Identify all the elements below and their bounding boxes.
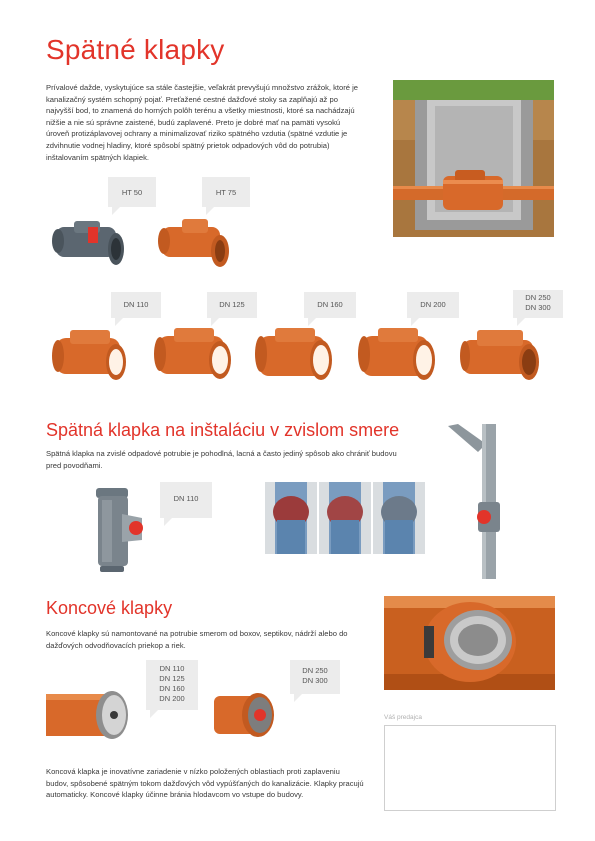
label-ht50-text: HT 50 [121,188,143,197]
vertical-valve-image [90,484,146,574]
dealer-box [384,725,556,811]
label-vertical-dn110 [160,482,212,518]
check-valve-dn250-image [459,322,543,384]
label-end-dn250-text: DN 250 [302,666,328,675]
label-end-dn300-text: DN 300 [302,676,328,685]
check-valve-dn200-image [356,322,438,384]
label-end-dn110-text: DN 110 [159,664,185,673]
vertical-valve-cutaway-images [265,482,425,554]
check-valve-ht75-image [156,213,232,268]
vertical-downpipe-image [448,424,504,579]
label-end-dn200-text: DN 200 [159,694,185,703]
end-flap-dn110-image [46,684,134,746]
label-dn200 [407,292,459,318]
label-ht50 [108,177,156,207]
label-dn250-text: DN 250 [525,293,551,302]
label-dn110 [111,292,161,318]
intro-paragraph: Prívalové dažde, vyskytujúce sa stále častejšie, veľakrát prevyšujú množstvo zrážok, ktoré je kanalizačný systém schopný pojať. Preťažené cestné dažďové stoky sa zaplňajú až po najvyšší bod, to znamená do horných polôh terénu a všetky miestnosti, ktoré sa nachádzajú nižšie a nie sú správne zaistené, budú zaplavené. Preto je dobré mať na pamäti vysokú úroveň protizáplavovej ochrany a minimalizovať riziko spätného vzdutia (spätné vzdutie je zdvihnutie vodnej hladiny, ktoré spôsobí spätný prietok odpadových vôd do potrubia) inštalovaním spätných klapiek. [46,83,359,162]
end-flap-dn250-image [210,686,280,744]
check-valve-ht50-image [50,213,126,268]
label-end-flap-large [290,660,340,694]
label-ht75 [202,177,250,207]
section-end-flap-text: Koncové klapky sú namontované na potrubie smerom od boxov, septikov, nádrží alebo do dažďových odvodňovacích priekop a riek. [46,629,348,650]
label-dn125-text: DN 125 [219,300,245,309]
label-end-dn125-text: DN 125 [159,674,185,683]
label-dn300-text: DN 300 [525,303,551,312]
end-flap-bottom-text: Koncová klapka je inovatívne zariadenie v nízko položených oblastiach proti zaplaveniu budov, spôsobené spätným tokom dažďových vôd vypúšťaných do kanalizácie. Klapky pracujú automaticky. Koncové klapky účinne bránia hlodavcom vo vstupe do budovy. [46,767,364,800]
end-flap-closeup-image [384,596,555,690]
section-end-flap-title: Koncové klapky [46,598,173,618]
section-vertical-text: Spätná klapka na zvislé odpadové potrubie je pohodlná, lacná a často jediný spôsob ako chrániť budovu pred povodňami. [46,449,397,470]
label-dn160-text: DN 160 [317,300,343,309]
manhole-illustration [393,80,554,237]
section-vertical-title: Spätná klapka na inštaláciu v zvislom smere [46,420,400,440]
label-dn200-text: DN 200 [420,300,446,309]
label-dn250-300 [513,290,563,318]
label-end-flap-small [146,660,198,710]
dealer-label: Váš predajca [384,714,422,721]
label-dn160 [304,292,356,318]
check-valve-dn125-image [152,322,234,384]
check-valve-dn110-image [50,322,130,384]
check-valve-dn160-image [253,322,335,384]
label-ht75-text: HT 75 [215,188,237,197]
label-dn125 [207,292,257,318]
label-vertical-dn110-text: DN 110 [173,494,199,503]
label-dn110-text: DN 110 [123,300,149,309]
page-title: Spätné klapky [46,34,225,65]
label-end-dn160-text: DN 160 [159,684,185,693]
